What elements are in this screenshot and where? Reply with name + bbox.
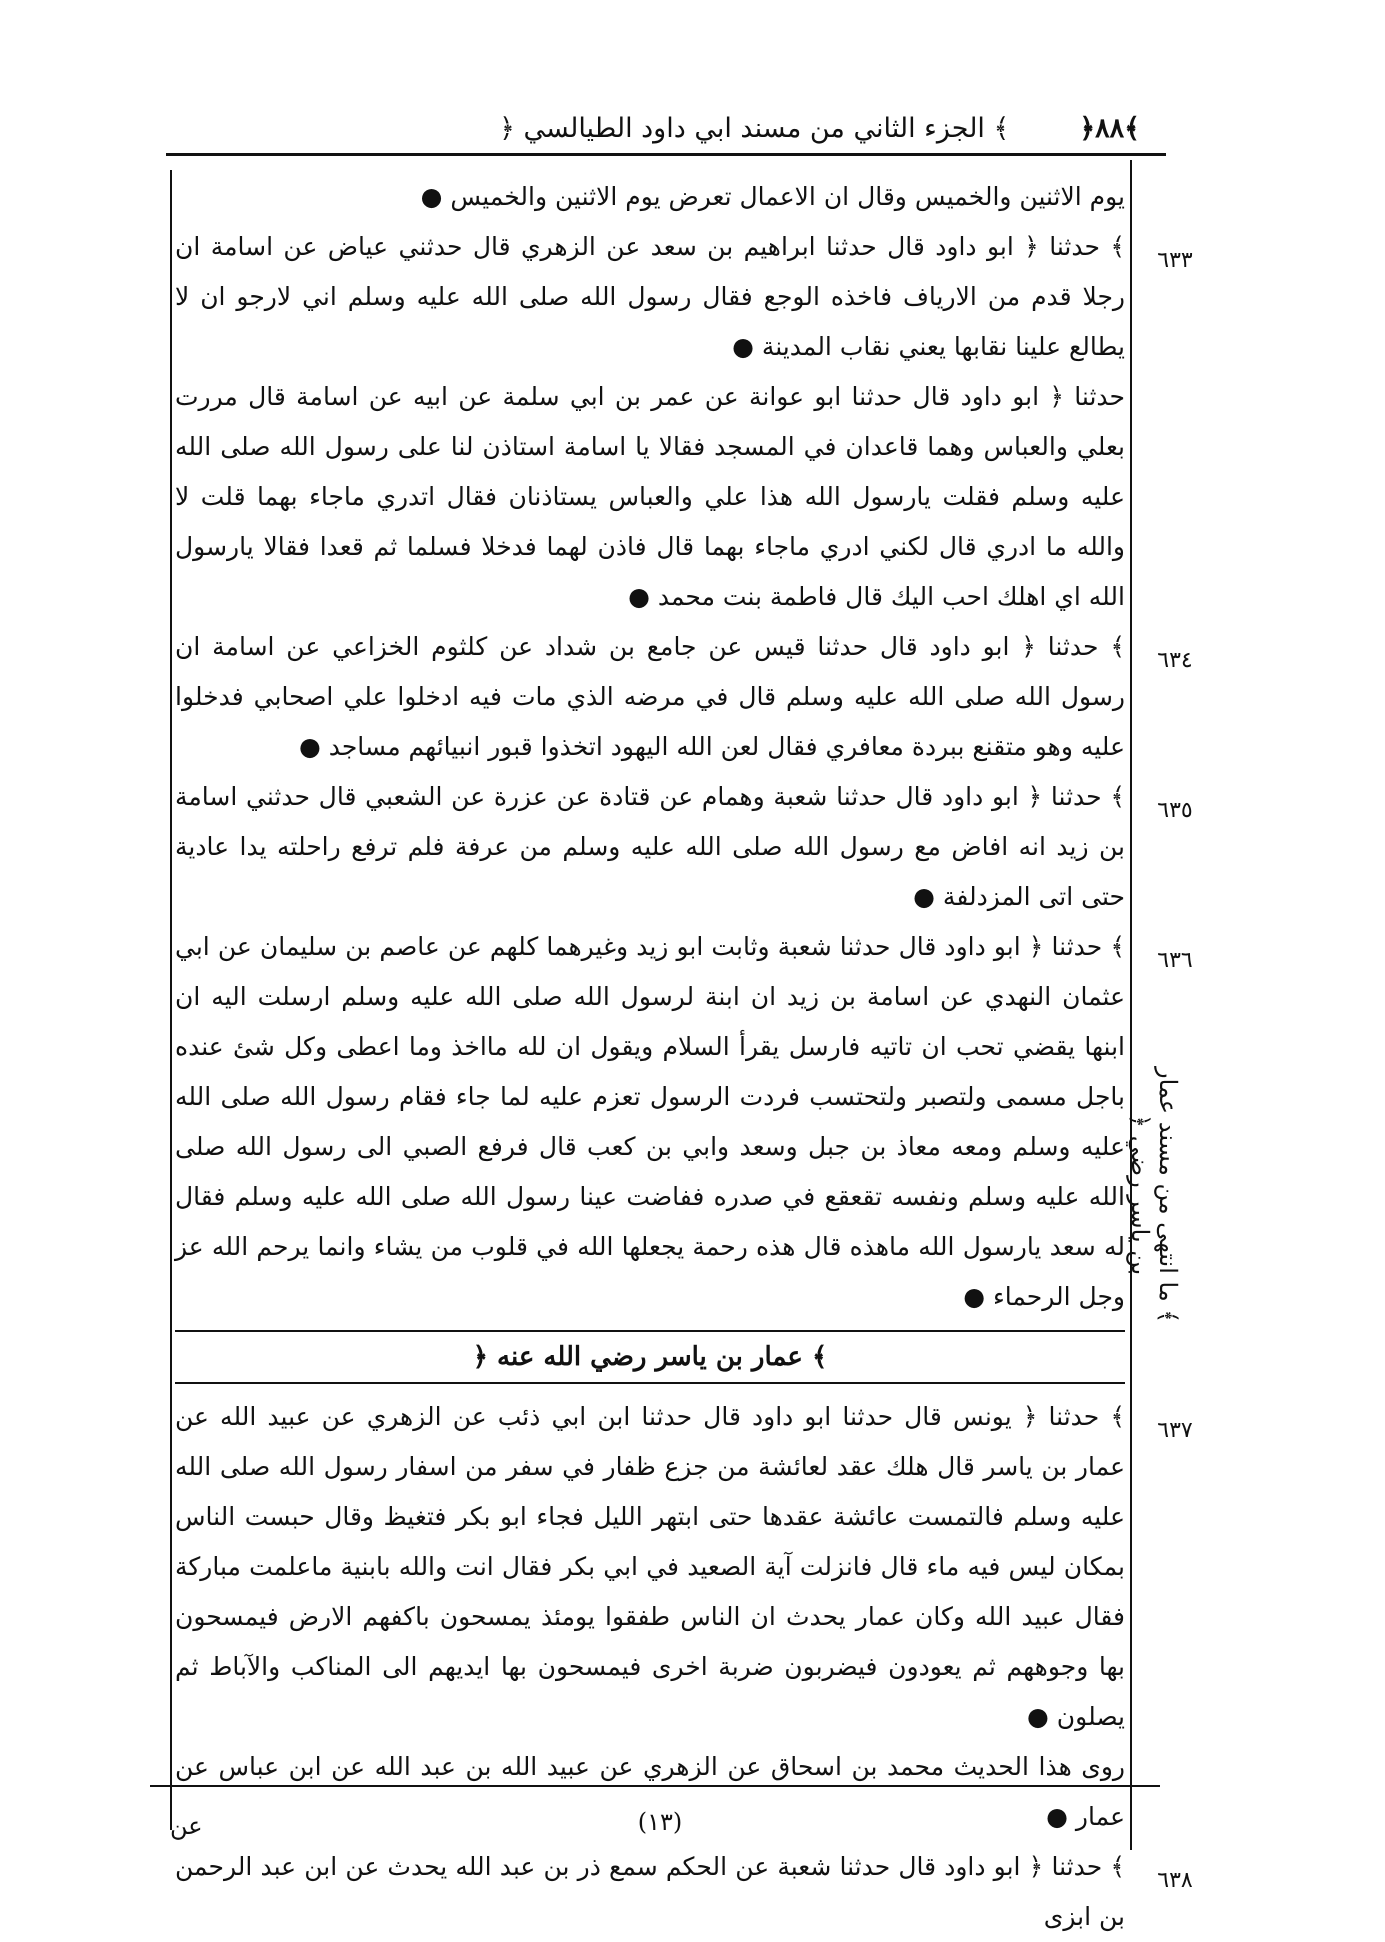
frame-right-rule <box>1130 160 1132 1850</box>
paragraph-text: ﴾ حدثنا ﴿ ابو داود قال حدثنا شعبة وهمام عن قتادة عن عزرة عن الشعبي قال حدثني اسامة بن زيد انه افاض مع رسول الله صلى الله عليه وسلم من عرفة فلم ترفع راحلته يدا عادية حتى اتى المزدلفة ● <box>175 782 1125 911</box>
paragraph-text: حدثنا ﴿ ابو داود قال حدثنا ابو عوانة عن عمر بن ابي سلمة عن ابيه عن اسامة قال مررت بعلي والعباس وهما قاعدان في المسجد فقالا يا اسامة استاذن لنا على رسول الله صلى الله عليه وسلم فقلت يارسول الله هذا علي والعباس يستاذنان فقال اتدري ماجاء بهما قلت لا والله ما ادري قال لكني ادري ماجاء بهما قال فاذن لهما فدخلا فسلما ثم قعدا فقالا يارسول الله اي اهلك احب اليك قال فاطمة بنت محمد ● <box>175 382 1125 611</box>
paragraph <box>175 172 1125 222</box>
margin-note: ﴾ ما انتهى من مسند عمار بن ياسر رضي ﴿ <box>1126 1066 1182 1324</box>
paragraph <box>175 1842 1193 1942</box>
frame-top-rule <box>166 153 1166 156</box>
paragraph-text: ﴾ حدثنا ﴿ يونس قال حدثنا ابو داود قال حدثنا ابن ابي ذئب عن الزهري عن عبيد الله عن عمار بن ياسر قال هلك عقد لعائشة من جزع ظفار في سفر من اسفار رسول الله صلى الله عليه وسلم فالتمست عائشة عقدها حتى ابتهر الليل فجاء ابو بكر فتغيظ وقال حبست الناس بمكان ليس فيه ماء قال فانزلت آية الصعيد في ابي بكر فقال انت والله بابنية ماعلمت مباركة فقال عبيد الله وكان عمار يحدث ان الناس طفقوا يومئذ يمسحون باكفهم الارض فيمسحون بها وجوههم ثم يعودون فيضربون ضربة اخرى فيمسحون بها ايديهم الى المناكب والآباط ثم يصلون ● <box>175 1402 1125 1731</box>
paragraph <box>175 772 1193 922</box>
paragraph <box>175 222 1193 372</box>
paragraph-text: روى هذا الحديث محمد بن اسحاق عن الزهري عن عبيد الله بن عبد الله عن ابن عباس عن عمار ● <box>175 1752 1125 1831</box>
catchword: عن <box>170 1812 203 1840</box>
page-number: ﴾٨٨﴿ <box>1079 112 1140 144</box>
section-heading: ﴾ عمار بن ياسر رضي الله عنه ﴿ <box>175 1330 1125 1384</box>
paragraph <box>175 372 1125 622</box>
hadith-number: ٦٣٦ <box>1157 948 1193 973</box>
paragraph-text: ﴾ حدثنا ﴿ ابو داود قال حدثنا شعبة وثابت ابو زيد وغيرهما كلهم عن عاصم بن سليمان عن ابي عثمان النهدي عن اسامة بن زيد ان ابنة لرسول الله صلى الله عليه وسلم ارسلت اليه ان ابنها يقضي تحب ان تاتيه فارسل يقرأ السلام ويقول ان لله مااخذ وما اعطى وكل شئ عنده باجل مسمى ولتصبر ولتحتسب فردت الرسول تعزم عليه لما جاء فقام رسول الله صلى الله عليه وسلم ومعه معاذ بن جبل وسعد وابي بن كعب قال فرفع الصبي الى رسول الله صلى الله عليه وسلم ونفسه تقعقع في صدره ففاضت عينا رسول الله صلى الله عليه وسلم فقال له سعد يارسول الله ماهذه قال هذه رحمة يجعلها الله في قلوب من يشاء وانما يرحم الله عز وجل الرحماء ● <box>175 932 1125 1311</box>
frame-bottom-rule <box>150 1785 1160 1787</box>
paragraph <box>175 622 1193 772</box>
hadith-number: ٦٣٣ <box>1157 248 1193 273</box>
hadith-number: ٦٣٨ <box>1157 1868 1193 1893</box>
paragraph-text: يوم الاثنين والخميس وقال ان الاعمال تعرض يوم الاثنين والخميس ● <box>420 182 1125 211</box>
paragraph-text: ﴾ حدثنا ﴿ ابو داود قال حدثنا ابراهيم بن سعد عن الزهري قال حدثني عياض عن اسامة ان رجلا قدم من الارياف فاخذه الوجع فقال رسول الله صلى الله عليه وسلم اني لارجو ان لا يطالع علينا نقابها يعني نقاب المدينة ● <box>175 232 1125 361</box>
running-title: ﴾ الجزء الثاني من مسند ابي داود الطيالسي ﴿ <box>499 112 1010 144</box>
paragraph-text: ﴾ حدثنا ﴿ ابو داود قال حدثنا شعبة عن الحكم سمع ذر بن عبد الله يحدث عن ابن عبد الرحمن بن ابزى <box>175 1852 1125 1931</box>
signature-mark: (١٣) <box>637 1808 683 1836</box>
hadith-number: ٦٣٧ <box>1157 1418 1193 1443</box>
hadith-number: ٦٣٤ <box>1157 648 1193 673</box>
paragraph <box>175 1392 1193 1742</box>
paragraph-text: ﴾ حدثنا ﴿ ابو داود قال حدثنا قيس عن جامع بن شداد عن كلثوم الخزاعي عن اسامة ان رسول الله صلى الله عليه وسلم قال في مرضه الذي مات فيه ادخلوا علي اصحابي فدخلوا عليه وهو متقنع ببردة معافري فقال لعن الله اليهود اتخذوا قبور انبيائهم مساجد ● <box>175 632 1125 761</box>
frame-left-rule <box>170 170 172 1830</box>
running-header <box>420 106 1140 150</box>
hadith-number: ٦٣٥ <box>1157 798 1193 823</box>
